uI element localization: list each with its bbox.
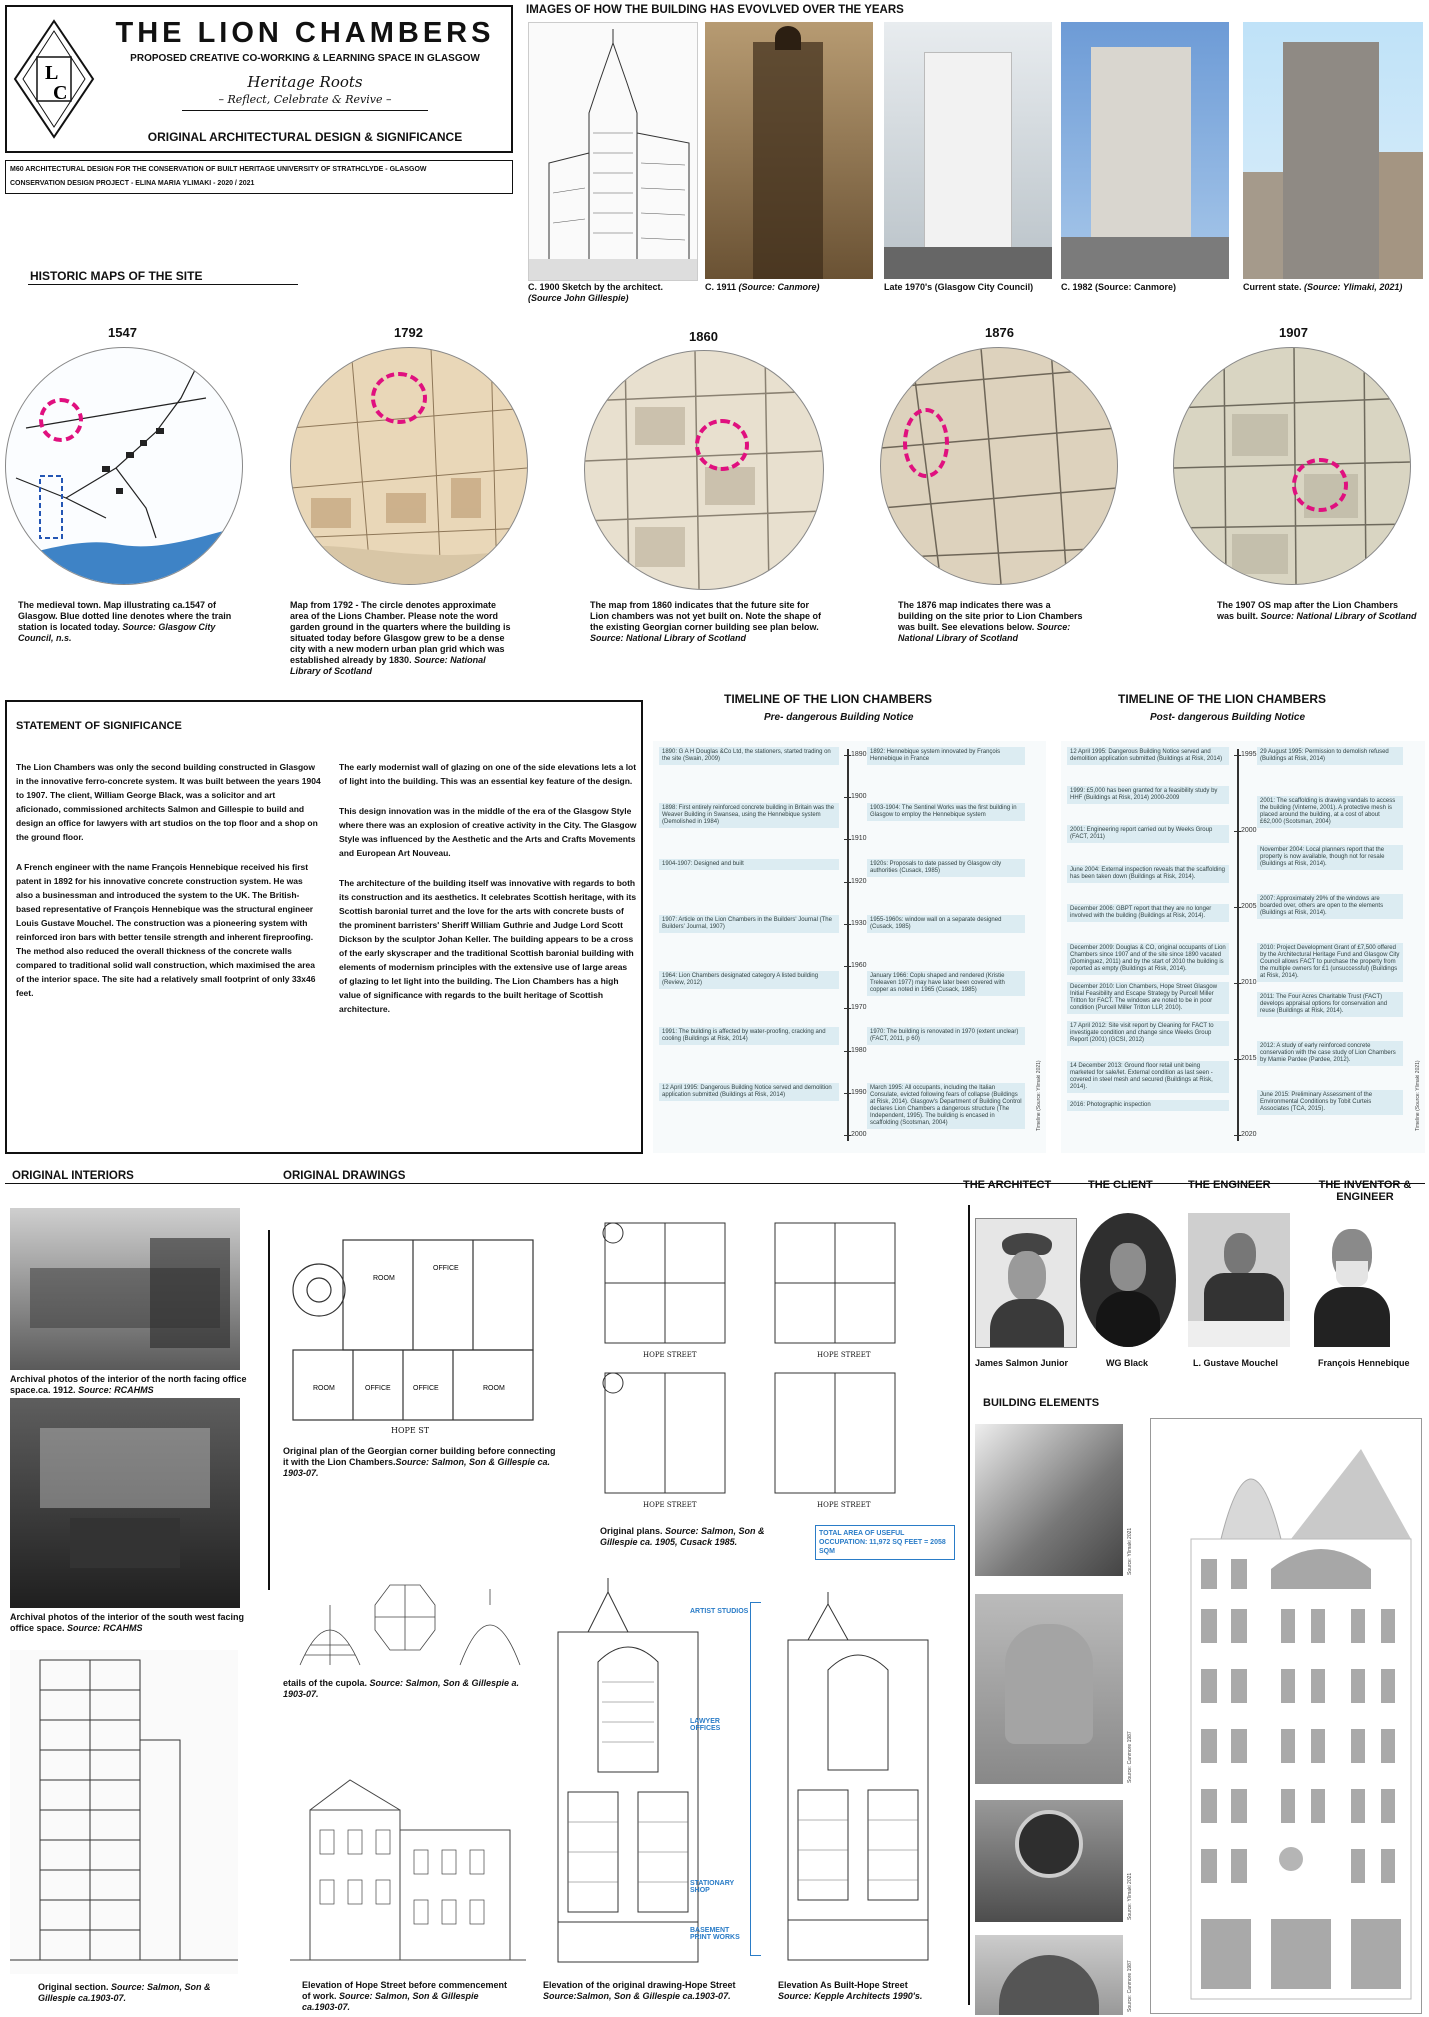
- timeline-tick-mark: [844, 1093, 851, 1094]
- drawings-vertical-rule: [268, 1230, 270, 1590]
- map-1876: [880, 347, 1118, 585]
- svg-text:ROOM: ROOM: [313, 1385, 335, 1392]
- timeline-pre-axis: [847, 749, 849, 1141]
- original-plans-drawing: [585, 1213, 925, 1515]
- timeline-year-tick: 2000: [1241, 827, 1257, 834]
- timeline-year-tick: 2020: [1241, 1131, 1257, 1138]
- hope-street-before-caption: Elevation of Hope Street before commencement of work. Source: Salmon, Son & Gillespie ca.1903-07.: [302, 1980, 508, 2012]
- timeline-tick-mark: [844, 882, 851, 883]
- site-marker-1876-icon: [903, 408, 949, 478]
- statement-column-2: [339, 760, 637, 1026]
- evolution-image-1982: [1061, 22, 1229, 279]
- statement-paragraph: The architecture of the building itself was innovative with regards to both its construction and its aesthetics. It celebrates Scottish heritage, with its Scottish baronial turret and the love for the arts with concrete busts of the prominent barristers' Sheriff William Guthrie and Judge Lord Scott Dickson by the sculptor Johan Keller. The building appears to be a cross of the early skyscraper and the traditional Scottish baronial building with elements of modernism principles with the extensive use of large areas of glazing to let light into the building. The Lion Chambers has a high value of significance with regards to the built heritage of Scottish architecture.: [339, 878, 637, 1014]
- svg-text:C: C: [53, 82, 68, 104]
- timeline-event: November 2004: Local planners report that the property is now available, though not for resale (Buildings at Risk, 2014).: [1257, 845, 1403, 870]
- portrait-inventor: [1300, 1213, 1404, 1347]
- timeline-pre-panel: [653, 741, 1046, 1153]
- maps-heading: HISTORIC MAPS OF THE SITE: [30, 269, 203, 283]
- timeline-tick-mark: [844, 1135, 851, 1136]
- heading-architect: THE ARCHITECT: [963, 1179, 1052, 1191]
- timeline-event: 12 April 1995: Dangerous Building Notice served and demolition application submitted (Buildings at Risk, 2014): [1067, 747, 1229, 765]
- timeline-year-tick: 1910: [851, 835, 867, 843]
- timeline-event: 1920s: Proposals to date passed by Glasgow city authorities (Cusack, 1985): [867, 859, 1025, 877]
- elements-elevation-drawing: [1150, 1418, 1422, 2014]
- timeline-year-tick: 1990: [851, 1088, 867, 1096]
- timeline-year-tick: 1890: [851, 751, 867, 758]
- area-note: [815, 1525, 955, 1560]
- map-year-1860: 1860: [689, 329, 718, 344]
- section-title: ORIGINAL ARCHITECTURAL DESIGN & SIGNIFICANCE: [147, 130, 463, 144]
- timeline-pre-subheading: Pre- dangerous Building Notice: [764, 712, 914, 723]
- timeline-tick-mark: [844, 966, 851, 967]
- map-1547: [5, 347, 243, 585]
- timeline-tick-mark: [844, 839, 851, 840]
- map-year-1792: 1792: [394, 325, 423, 340]
- timeline-event: January 1966: Coplu shaped and rendered (Kristie Treleaven 1977) may have later been covered with copper as noted in 1965 (Cusack, 1985): [867, 971, 1025, 996]
- timeline-tick-mark: [1234, 1135, 1241, 1136]
- timeline-post-axis: [1237, 749, 1239, 1141]
- plans-street-label-1: HOPE STREET: [643, 1351, 697, 1359]
- drawings-heading: ORIGINAL DRAWINGS: [283, 1170, 406, 1182]
- timeline-event: June 2015: Preliminary Assessment of the Environmental Conditions by Tobit Curteis Associates (TCA, 2015).: [1257, 1090, 1403, 1115]
- statement-box: [5, 700, 643, 1154]
- heading-client: THE CLIENT: [1088, 1179, 1153, 1191]
- timeline-year-tick: 1995: [1241, 751, 1257, 758]
- evolution-heading: IMAGES OF HOW THE BUILDING HAS EVOVLVED OVER THE YEARS: [526, 4, 904, 16]
- map-caption-1547: The medieval town. Map illustrating ca.1547 of Glasgow. Blue dotted line denotes where the train station is located today. Source: Glasgow City Council, n.s.: [18, 600, 232, 643]
- element-photo-round-window: [975, 1800, 1123, 1922]
- site-marker-1907-icon: [1292, 458, 1348, 512]
- site-marker-1860-icon: [695, 419, 749, 471]
- timeline-year-tick: 1920: [851, 877, 867, 885]
- original-elevation-caption: Elevation of the original drawing-Hope Street Source:Salmon, Son & Gillespie ca.1903-07.: [543, 1980, 736, 2001]
- timeline-year-tick: 1930: [851, 919, 867, 927]
- interior-photo-north: [10, 1208, 240, 1370]
- area-note-text: TOTAL AREA OF USEFUL OCCUPATION: 11,972 SQ FEET = 2058 SQM: [819, 1530, 946, 1555]
- evolution-caption-5: Current state. (Source: Ylimaki, 2021): [1243, 282, 1403, 292]
- map-caption-1860: The map from 1860 indicates that the future site for Lion chambers was not yet built on. Note the shape of the existing Georgian corner building see plan below. Source: National Library of Scotland: [590, 600, 822, 643]
- interior-photo-south-west: [10, 1398, 240, 1608]
- evolution-caption-1: C. 1900 Sketch by the architect. (Source John Gillespie): [528, 282, 664, 303]
- timeline-pre-heading: TIMELINE OF THE LION CHAMBERS: [724, 692, 932, 706]
- timeline-tick-mark: [1234, 983, 1241, 984]
- statement-paragraph: The Lion Chambers was only the second building constructed in Glasgow in the innovative ferro-concrete system. It was built between the years 1904 to 1907. The client, William George Black, was a solicitor and art aficionado, commissioned architects Salmon and Gillespie to build and design an office for lawyers with art studios on the top floor and a shop on the ground floor.: [16, 762, 321, 842]
- timeline-event: 2016: Photographic inspection: [1067, 1100, 1229, 1111]
- timeline-year-tick: 1960: [851, 962, 867, 970]
- timeline-year-tick: 1970: [851, 1004, 867, 1012]
- original-elevation-drawing: [528, 1572, 738, 1970]
- interior-caption-south-west: Archival photos of the interior of the south west facing office space. Source: RCAHMS: [10, 1612, 245, 1633]
- hope-street-elevation-before: [290, 1770, 526, 1970]
- name-inventor: François Hennebique: [1318, 1358, 1410, 1368]
- evolution-image-late-1970s: [884, 22, 1052, 279]
- statement-paragraph: The early modernist wall of glazing on one of the side elevations lets a lot of light into the building. This was an essential key feature of the design.: [339, 762, 637, 786]
- map-1860: [584, 350, 824, 590]
- timeline-event: 1970: The building is renovated in 1970 (extent unclear) (FACT, 2011, p 60): [867, 1027, 1025, 1045]
- original-plans-caption: Original plans. Source: Salmon, Son & Gillespie ca. 1905, Cusack 1985.: [600, 1526, 765, 1547]
- timeline-event: 2010: Project Development Grant of £7,500 offered by the Architectural Heritage Fund and Glasgow City Council allows FACT to purchase the property from the multiple owners for £1 (unsuccessful) (Buildings at Risk, 2014).: [1257, 943, 1403, 982]
- element-source-3: Source: Ylimaki 2021: [1127, 1872, 1133, 1920]
- evolution-caption-4: C. 1982 (Source: Canmore): [1061, 282, 1177, 292]
- timeline-post-subheading: Post- dangerous Building Notice: [1150, 712, 1306, 723]
- timeline-tick-mark: [1234, 755, 1241, 756]
- map-caption-1792: Map from 1792 - The circle denotes approximate area of the Lions Chamber. Please note the word garden ground in the quarters where the building is situated today before Glasgow grew to be a dense city with a new modern urban plan grid which was established already by 1830. Source: National Library of Scotland: [290, 600, 511, 676]
- timeline-year-tick: 2005: [1241, 903, 1257, 910]
- plans-street-label-2: HOPE STREET: [817, 1351, 871, 1359]
- name-client: WG Black: [1106, 1358, 1149, 1368]
- page-subtitle: PROPOSED CREATIVE CO-WORKING & LEARNING SPACE IN GLASGOW: [130, 53, 480, 64]
- title-block: [5, 5, 513, 153]
- timeline-event: December 2009: Douglas & CO, original occupants of Lion Chambers since 1907 and of the site since 1890 vacated (Dominguez, 2011) and by the start of 2010 the building is reported as empty (Buildings at Risk, 2014).: [1067, 943, 1229, 975]
- svg-text:ROOM: ROOM: [483, 1385, 505, 1392]
- statement-column-1: [16, 760, 321, 1010]
- georgian-plan-drawing: [283, 1230, 548, 1438]
- timeline-event: 1892: Hennebique system innovated by François Hennebique in France: [867, 747, 1025, 765]
- timeline-event: 1991: The building is affected by water-proofing, cracking and cooling (Buildings at Risk, 2014): [659, 1027, 839, 1045]
- svg-text:OFFICE: OFFICE: [365, 1385, 391, 1392]
- timeline-tick-mark: [844, 797, 851, 798]
- timeline-post-heading: TIMELINE OF THE LION CHAMBERS: [1118, 692, 1326, 706]
- label-lawyer-offices: LAWYER OFFICES: [690, 1718, 721, 1732]
- site-marker-1547-icon: [39, 398, 83, 442]
- svg-text:OFFICE: OFFICE: [413, 1385, 439, 1392]
- plan-street-label: HOPE ST: [391, 1426, 430, 1435]
- timeline-year-tick: 2000: [851, 1131, 867, 1138]
- element-source-2: Source: Canmore 1987: [1127, 1731, 1133, 1783]
- timeline-event: 1903-1904: The Sentinel Works was the first building in Glasgow to employ the Hennebique system: [867, 803, 1025, 821]
- original-section-drawing: [10, 1650, 238, 1974]
- cupola-caption: etails of the cupola. Source: Salmon, Son & Gillespie a. 1903-07.: [283, 1678, 520, 1699]
- plans-street-label-3: HOPE STREET: [643, 1501, 697, 1509]
- timeline-event: 1890: G A H Douglas &Co Ltd, the stationers, started trading on the site (Swain, 2009): [659, 747, 839, 765]
- timeline-event: 17 April 2012: Site visit report by Cleaning for FACT to investigate condition and change since Weeks Group Report (2001) (GCSI, 2012): [1067, 1021, 1229, 1046]
- statement-paragraph: A French engineer with the name François Hennebique received his first patent in 1892 for his innovative concrete construction system. He was also a businessman and introduced the system to the UK. The British-based representative of François Hennebique was the structural engineer Louis Gustave Mouchel. The construction was a pioneering system with reinforced iron bars with better tensile strength and inherent fireproofing. The method also reduced the overall thickness of the concrete walls compared to traditional solid wall construction, which maximised the area of the interior space. The site had a relatively small footprint of only 33x46 feet.: [16, 862, 316, 998]
- svg-text:ROOM: ROOM: [373, 1275, 395, 1282]
- name-engineer: L. Gustave Mouchel: [1193, 1358, 1279, 1368]
- course-line-1: M60 ARCHITECTURAL DESIGN FOR THE CONSERVATION OF BUILT HERITAGE UNIVERSITY OF STRATHCLYDE - GLASGOW: [10, 166, 427, 173]
- lion-chambers-logo-icon: [13, 19, 95, 139]
- element-photo-arch-window: [975, 1935, 1123, 2015]
- timeline-year-tick: 1980: [851, 1046, 867, 1054]
- georgian-plan-caption: Original plan of the Georgian corner building before connecting it with the Lion Chambers.Source: Salmon, Son & Gillespie ca. 1903-07.: [283, 1446, 556, 1478]
- map-1907: [1173, 347, 1411, 585]
- site-marker-1792-icon: [371, 372, 427, 424]
- map-year-1907: 1907: [1279, 325, 1308, 340]
- timeline-tick-mark: [1234, 1059, 1241, 1060]
- label-basement-print-works: BASEMENT PRINT WORKS: [690, 1927, 740, 1941]
- timeline-tick-mark: [1234, 831, 1241, 832]
- timeline-event: 12 April 1995: Dangerous Building Notice served and demolition application submitted (Buildings at Risk, 2014): [659, 1083, 839, 1101]
- timeline-event: 14 December 2013: Ground floor retail unit being marketed for sale/let. External condition as last seen - covered in steel mesh and secured (Buildings at Risk, 2014).: [1067, 1061, 1229, 1093]
- timeline-event: 1907: Article on the Lion Chambers in the Builders' Journal (The Builders' Journal, 1907): [659, 915, 839, 933]
- course-line-2: CONSERVATION DESIGN PROJECT - ELINA MARIA YLIMAKI - 2020 / 2021: [10, 180, 255, 187]
- timeline-year-tick: 2010: [1241, 979, 1257, 986]
- timeline-event: 2001: The scaffolding is drawing vandals to access the building (Vinterne, 2001). A protective mesh is placed around the building, at a cost of about £62,000 (Scotsman, 2004): [1257, 796, 1403, 828]
- svg-text:OFFICE: OFFICE: [433, 1265, 459, 1272]
- label-stationary-shop: STATIONARY SHOP: [690, 1880, 735, 1894]
- portrait-engineer: [1188, 1213, 1290, 1347]
- map-caption-1907: The 1907 OS map after the Lion Chambers was built. Source: National Library of Scotland: [1217, 600, 1417, 621]
- portrait-architect: [975, 1218, 1077, 1348]
- maps-heading-underline: [28, 284, 298, 285]
- timeline-event: 29 August 1995: Permission to demolish refused (Buildings at Risk, 2014): [1257, 747, 1403, 765]
- element-photo-facade-curve: [975, 1424, 1123, 1576]
- section-caption: Original section. Source: Salmon, Son & Gillespie ca.1903-07.: [38, 1982, 211, 2003]
- element-photo-lion-plaque: [975, 1594, 1123, 1784]
- timeline-event: 1999: £5,000 has been granted for a feasibility study by HHF (Buildings at Risk, 2014) 2000-2009: [1067, 786, 1229, 804]
- evolution-image-current: [1243, 22, 1423, 279]
- timeline-event: March 1995: All occupants, including the Italian Consulate, evicted following fears of collapse (Buildings at Risk, 2014). Glasgow's Department of Building Control declares Lion Chambers a dangerous structure (The Independent, 1995). The building is encased in scaffolding (Scotsman, 2004): [867, 1083, 1025, 1129]
- plans-street-label-4: HOPE STREET: [817, 1501, 871, 1509]
- name-architect: James Salmon Junior: [975, 1358, 1069, 1368]
- timeline-event: 1898: First entirely reinforced concrete building in Britain was the Weaver Building in Swansea, using the Hennebique system (Demolished in 1984): [659, 803, 839, 828]
- timeline-tick-mark: [844, 755, 851, 756]
- script-title: Heritage Roots: [247, 73, 363, 91]
- map-caption-1876: The 1876 map indicates there was a building on the site prior to Lion Chambers was built. See elevations below. Source: National Library of Scotland: [898, 600, 1083, 643]
- heading-engineer: THE ENGINEER: [1188, 1179, 1271, 1191]
- heading-inventor: THE INVENTOR & ENGINEER: [1318, 1179, 1412, 1203]
- timeline-tick-mark: [844, 1008, 851, 1009]
- portrait-client: [1080, 1213, 1176, 1347]
- timeline-event: 2011: The Four Acres Charitable Trust (FACT) develops appraisal options for conservation and reuse (Buildings at Risk, 2014).: [1257, 992, 1403, 1017]
- element-source-1: Source: Ylimaki 2021: [1127, 1527, 1133, 1575]
- timeline-event: 2012: A study of early reinforced concrete conservation with the case study of Lion Chambers by Mamie Pardee (Pardee, 2012).: [1257, 1041, 1403, 1066]
- evolution-caption-3: Late 1970's (Glasgow City Council): [884, 282, 1034, 292]
- timeline-event: 1904-1907: Designed and built: [659, 859, 839, 870]
- title-divider: [182, 110, 428, 111]
- evolution-image-1911: [705, 22, 873, 279]
- elements-heading: BUILDING ELEMENTS: [983, 1397, 1100, 1409]
- timeline-year-tick: 1900: [851, 793, 867, 801]
- timeline-post-source: Timeline (Source: Ylimaki 2021): [1415, 1060, 1421, 1131]
- timeline-pre-source: Timeline (Source: Ylimaki 2021): [1036, 1060, 1042, 1131]
- evolution-image-1900-sketch: [528, 22, 698, 281]
- timeline-event: December 2006: GBPT report that they are no longer involved with the building (Buildings at Risk, 2014).: [1067, 904, 1229, 922]
- evolution-caption-2: C. 1911 (Source: Canmore): [705, 282, 820, 292]
- svg-text:L: L: [45, 62, 59, 84]
- timeline-event: 1964: Lion Chambers designated category A listed building (Review, 2012): [659, 971, 839, 989]
- element-source-4: Source: Canmore 1987: [1127, 1960, 1133, 2012]
- timeline-event: December 2010: Lion Chambers, Hope Street Glasgow Initial Feasibility and Escape Strategy by Purcell Miller Tritton for FACT. The windows are noted to be in poor condition (Purcell Miller Tritton LLP, 2010).: [1067, 982, 1229, 1014]
- timeline-tick-mark: [844, 1051, 851, 1052]
- timeline-tick-mark: [1234, 907, 1241, 908]
- course-info: [5, 160, 513, 194]
- timeline-event: 2007: Approximately 29% of the windows are boarded over, others are open to the elements (Buildings at Risk, 2014).: [1257, 894, 1403, 919]
- statement-paragraph: This design innovation was in the middle of the era of the Glasgow Style where there was an explosion of creative activity in the City. The Glasgow Style was influenced by the Aesthetic and the Arts and Crafts Movements and European Art Nouveau.: [339, 806, 637, 858]
- timeline-event: 1955-1960s: window wall on a separate designed (Cusack, 1985): [867, 915, 1025, 933]
- timeline-event: June 2004: External inspection reveals that the scaffolding has been taken down (Buildings at Risk, 2014).: [1067, 865, 1229, 883]
- timeline-event: 2001: Engineering report carried out by Weeks Group (FACT, 2011): [1067, 825, 1229, 843]
- use-bracket: [750, 1602, 761, 1956]
- interior-caption-north: Archival photos of the interior of the north facing office space.ca. 1912. Source: RCAHMS: [10, 1374, 247, 1395]
- cupola-detail-drawing: [290, 1575, 526, 1675]
- map-year-1547: 1547: [108, 325, 137, 340]
- timeline-post-panel: [1061, 741, 1425, 1153]
- as-built-elevation-drawing: [768, 1590, 948, 1970]
- statement-heading: STATEMENT OF SIGNIFICANCE: [16, 720, 182, 732]
- map-year-1876: 1876: [985, 325, 1014, 340]
- timeline-tick-mark: [844, 924, 851, 925]
- interiors-heading: ORIGINAL INTERIORS: [12, 1170, 134, 1182]
- map-1792: [290, 347, 528, 585]
- timeline-year-tick: 2015: [1241, 1055, 1257, 1062]
- people-vertical-rule: [968, 1205, 970, 2005]
- page-title: THE LION CHAMBERS: [115, 17, 495, 49]
- label-artist-studios: ARTIST STUDIOS: [690, 1608, 749, 1615]
- script-tagline: – Reflect, Celebrate & Revive –: [218, 93, 392, 106]
- as-built-elevation-caption: Elevation As Built-Hope Street Source: Kepple Architects 1990's.: [778, 1980, 923, 2001]
